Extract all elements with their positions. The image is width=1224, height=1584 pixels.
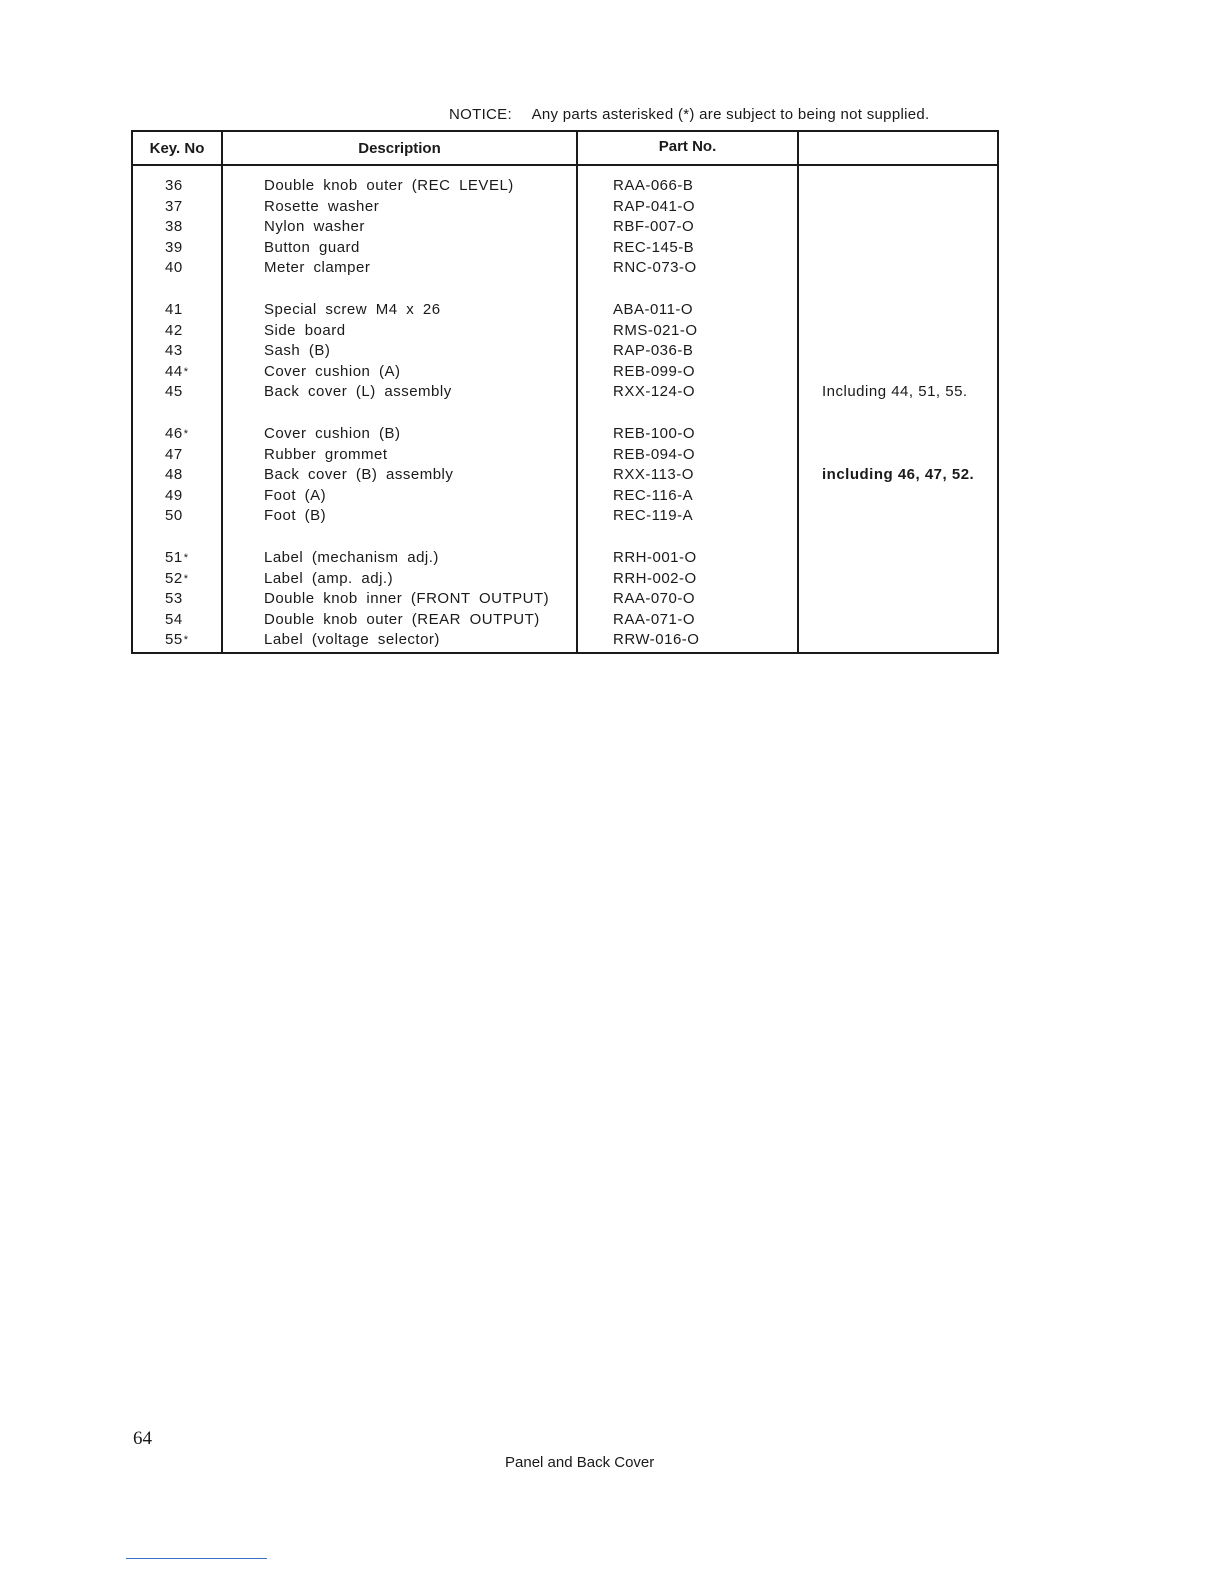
key-number <box>165 176 183 197</box>
part-number: RXX-113-O <box>613 466 694 484</box>
description: Rosette washer <box>264 197 380 215</box>
part-number: RAP-041-O <box>613 197 696 215</box>
key-number <box>165 465 183 486</box>
parts-table <box>131 130 999 654</box>
table-row <box>133 445 997 466</box>
key-number-text: 47 <box>165 445 183 463</box>
key-number-text: 41 <box>165 300 183 318</box>
page-number: 64 <box>133 1428 152 1449</box>
key-number <box>165 341 183 362</box>
key-number-text: 51 <box>165 548 183 566</box>
row-group <box>133 300 997 403</box>
key-number <box>165 548 188 569</box>
part-number: ABA-011-O <box>613 300 694 318</box>
row-group <box>133 424 997 527</box>
part-number: RAA-071-O <box>613 610 696 628</box>
key-number <box>165 506 183 527</box>
row-group <box>133 548 997 651</box>
key-number-text: 55 <box>165 631 183 649</box>
asterisk-mark: * <box>183 551 189 564</box>
notice-label: NOTICE: <box>449 106 512 123</box>
table-row <box>133 341 997 362</box>
description: Foot (B) <box>264 507 327 525</box>
part-number: RNC-073-O <box>613 259 697 277</box>
description: Rubber grommet <box>264 445 388 463</box>
key-number <box>165 197 183 218</box>
notice-text: Any parts asterisked (*) are subject to being not supplied. <box>531 106 930 123</box>
key-number <box>165 217 183 238</box>
footer-title: Panel and Back Cover <box>505 1454 655 1471</box>
part-number: REB-094-O <box>613 445 696 463</box>
part-number: RRW-016-O <box>613 631 700 649</box>
asterisk-mark: * <box>183 572 189 585</box>
part-number: REC-145-B <box>613 238 695 256</box>
description: Nylon washer <box>264 218 365 236</box>
description: Label (mechanism adj.) <box>264 548 439 566</box>
description: Double knob outer (REC LEVEL) <box>264 177 514 194</box>
key-number <box>165 445 183 466</box>
description: Back cover (B) assembly <box>264 466 454 484</box>
key-number-text: 37 <box>165 197 183 215</box>
table-row <box>133 176 997 197</box>
part-number: RMS-021-O <box>613 321 698 339</box>
table-row <box>133 630 997 651</box>
table-header <box>133 132 997 166</box>
description: Label (voltage selector) <box>264 631 440 649</box>
footer-rule <box>126 1558 267 1559</box>
table-row <box>133 589 997 610</box>
table-row <box>133 506 997 527</box>
part-number: RXX-124-O <box>613 383 696 401</box>
key-number-text: 43 <box>165 342 183 360</box>
key-number-text: 50 <box>165 507 183 525</box>
description: Cover cushion (A) <box>264 362 401 380</box>
remark: including 46, 47, 52. <box>822 466 975 484</box>
description: Button guard <box>264 238 360 256</box>
table-row <box>133 569 997 590</box>
part-number: RBF-007-O <box>613 218 695 236</box>
part-number: RAA-066-B <box>613 177 694 194</box>
description: Double knob outer (REAR OUTPUT) <box>264 610 540 628</box>
key-number-text: 54 <box>165 610 183 628</box>
description: Special screw M4 x 26 <box>264 300 441 318</box>
table-row <box>133 217 997 238</box>
key-number <box>165 258 183 279</box>
key-number-text: 52 <box>165 569 183 587</box>
key-number-text: 49 <box>165 486 183 504</box>
table-row <box>133 362 997 383</box>
header-description: Description <box>358 140 441 157</box>
key-number-text: 46 <box>165 424 183 442</box>
key-number-text: 45 <box>165 383 183 401</box>
table-row <box>133 300 997 321</box>
key-number-text: 44 <box>165 362 183 380</box>
key-number-text: 36 <box>165 177 183 194</box>
key-number <box>165 569 188 590</box>
part-number: RAP-036-B <box>613 342 694 360</box>
key-number <box>165 486 183 507</box>
key-number-text: 40 <box>165 259 183 277</box>
key-number-text: 48 <box>165 466 183 484</box>
key-number <box>165 321 183 342</box>
part-number: REC-119-A <box>613 507 694 525</box>
key-number <box>165 300 183 321</box>
key-number <box>165 238 183 259</box>
key-number <box>165 382 183 403</box>
description: Side board <box>264 321 346 339</box>
description: Cover cushion (B) <box>264 424 401 442</box>
table-row <box>133 382 997 403</box>
description: Meter clamper <box>264 259 371 277</box>
table-row <box>133 197 997 218</box>
key-number-text: 53 <box>165 590 183 608</box>
asterisk-mark: * <box>183 365 189 378</box>
part-number: RRH-002-O <box>613 569 697 587</box>
key-number <box>165 630 188 651</box>
header-part-no: Part No. <box>658 138 717 155</box>
table-row <box>133 321 997 342</box>
key-number-text: 39 <box>165 238 183 256</box>
asterisk-mark: * <box>183 427 189 440</box>
part-number: RRH-001-O <box>613 548 697 566</box>
key-number <box>165 610 183 631</box>
table-row <box>133 610 997 631</box>
asterisk-mark: * <box>183 634 189 647</box>
description: Label (amp. adj.) <box>264 569 394 587</box>
key-number <box>165 589 183 610</box>
description: Sash (B) <box>264 342 331 360</box>
table-row <box>133 424 997 445</box>
table-body <box>133 176 997 672</box>
part-number: REB-100-O <box>613 424 696 442</box>
table-row <box>133 548 997 569</box>
remark: Including 44, 51, 55. <box>822 383 968 401</box>
part-number: REB-099-O <box>613 362 696 380</box>
table-row <box>133 465 997 486</box>
notice <box>449 106 930 123</box>
table-row <box>133 238 997 259</box>
table-row <box>133 258 997 279</box>
key-number-text: 42 <box>165 321 183 339</box>
part-number: REC-116-A <box>613 486 694 504</box>
table-row <box>133 486 997 507</box>
key-number <box>165 362 188 383</box>
row-group <box>133 176 997 279</box>
header-key-no: Key. No <box>149 140 205 157</box>
key-number <box>165 424 188 445</box>
part-number: RAA-070-O <box>613 590 696 608</box>
description: Double knob inner (FRONT OUTPUT) <box>264 590 550 608</box>
description: Foot (A) <box>264 486 327 504</box>
key-number-text: 38 <box>165 218 183 236</box>
description: Back cover (L) assembly <box>264 383 452 401</box>
